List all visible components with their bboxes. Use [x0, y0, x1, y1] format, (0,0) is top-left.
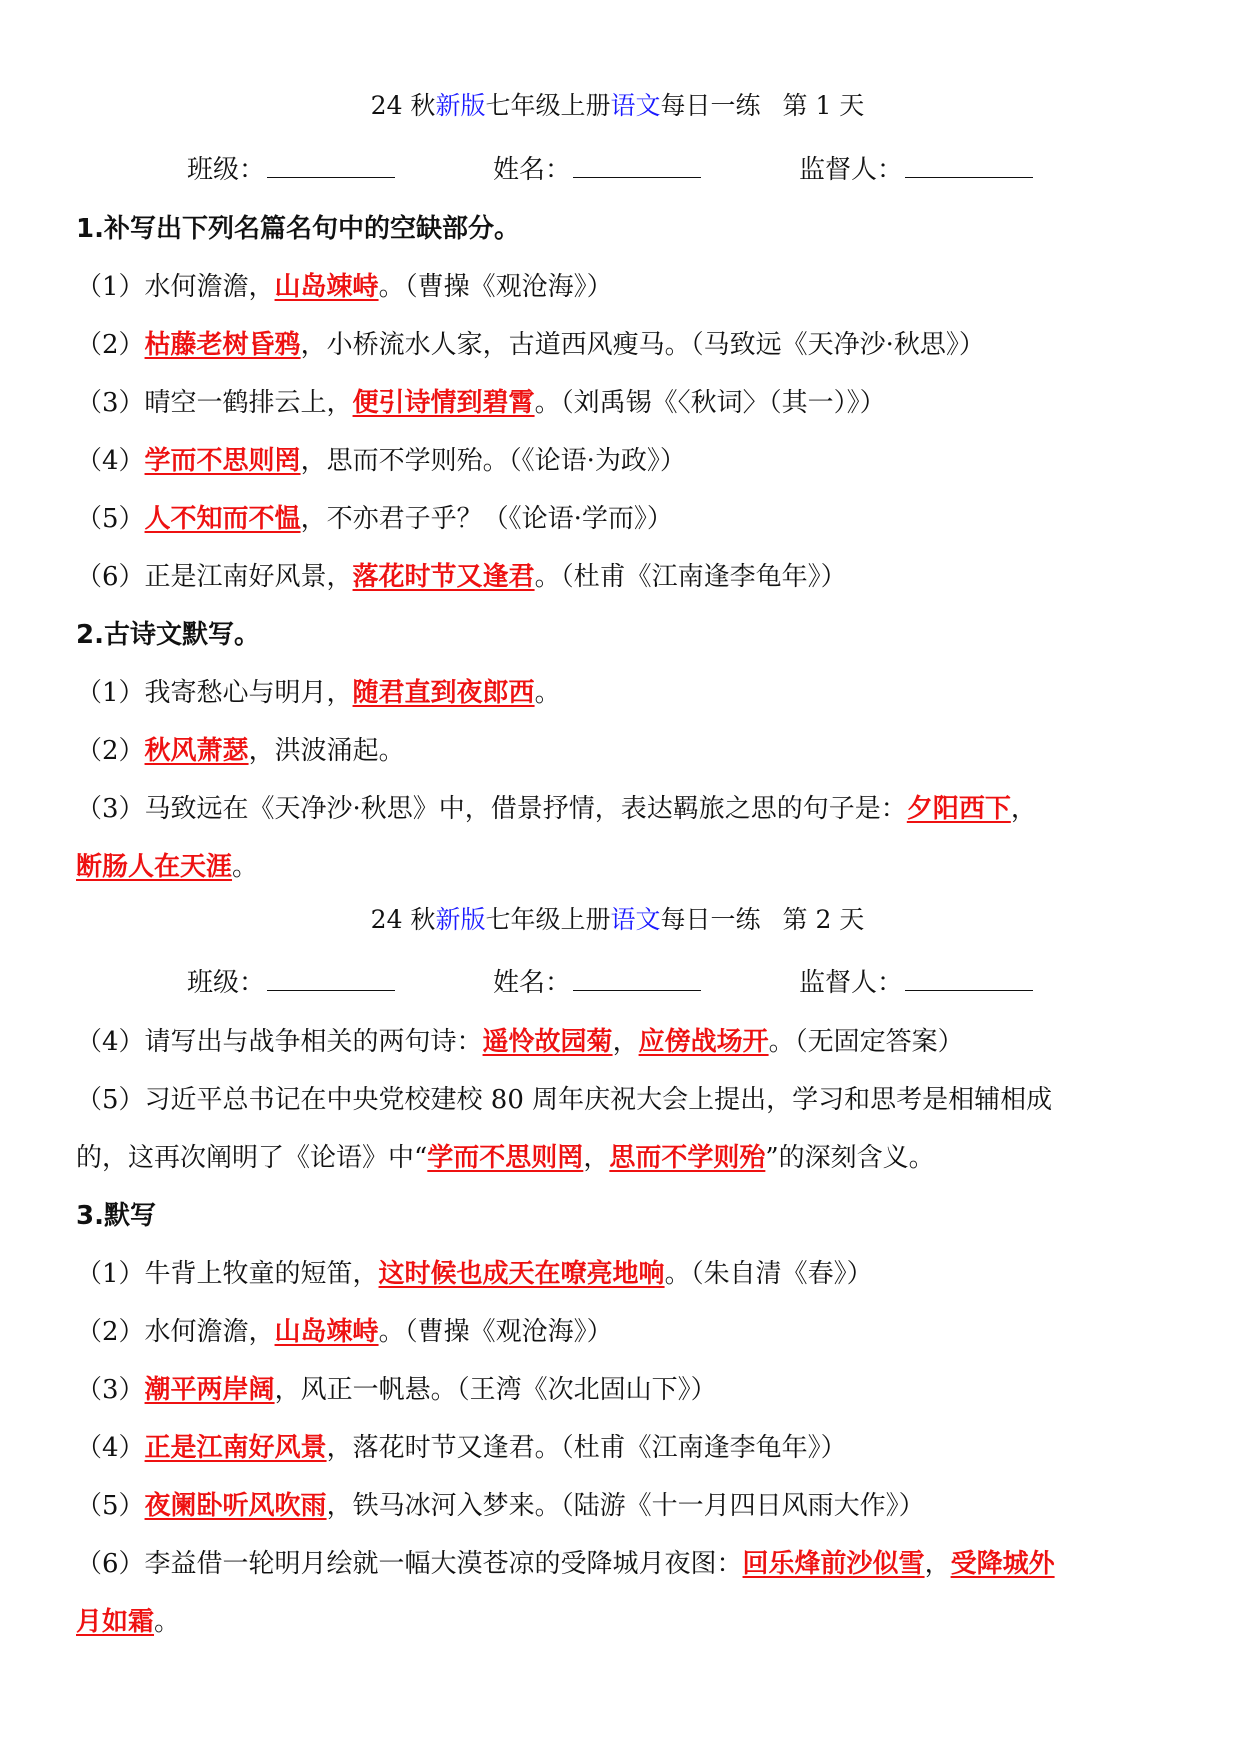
title-part-blue: 语文 — [610, 91, 661, 120]
answer-text: 月如霜 — [76, 1607, 155, 1637]
answer-text: 便引诗情到碧霄 — [352, 388, 535, 418]
answer-text: 应傍战场开 — [638, 1027, 769, 1057]
title-part: 每日一练 — [660, 905, 761, 934]
question-item-continued: 断肠人在天涯。 — [76, 852, 259, 882]
answer-text: 人不知而不愠 — [144, 504, 301, 534]
question-item-continued: 的，这再次阐明了《论语》中“学而不思则罔，思而不学则殆”的深刻含义。 — [76, 1143, 935, 1173]
answer-text: 思而不学则殆 — [609, 1143, 766, 1173]
answer-text: 夕阳西下 — [906, 794, 1011, 824]
question-item-continued: 月如霜。 — [76, 1607, 181, 1637]
answer-text: 随君直到夜郎西 — [352, 678, 535, 708]
question-item: （1）我寄愁心与明月，随君直到夜郎西。 — [76, 678, 561, 708]
question-item: （2）枯藤老树昏鸦，小桥流水人家，古道西风瘦马。（马致远《天净沙·秋思》） — [76, 330, 985, 360]
title-part: 24 秋 — [370, 905, 436, 934]
question-item: （3）马致远在《天净沙·秋思》中，借景抒情，表达羁旅之思的句子是：夕阳西下， — [76, 794, 1037, 824]
class-field[interactable]: 班级： — [187, 966, 395, 1000]
question-item: （6）李益借一轮明月绘就一幅大漠苍凉的受降城月夜图：回乐烽前沙似雪，受降城外 — [76, 1549, 1055, 1579]
answer-text: 断肠人在天涯 — [76, 852, 233, 882]
question-item: （4）请写出与战争相关的两句诗：遥怜故园菊，应傍战场开。（无固定答案） — [76, 1027, 964, 1057]
supervisor-field[interactable]: 监督人： — [799, 966, 1033, 1000]
supervisor-field[interactable]: 监督人： — [799, 153, 1033, 187]
question-item: （4）正是江南好风景，落花时节又逢君。（杜甫《江南逢李龟年》） — [76, 1433, 847, 1463]
question-item: （6）正是江南好风景，落花时节又逢君。（杜甫《江南逢李龟年》） — [76, 562, 847, 592]
title-part: 24 秋 — [370, 91, 436, 120]
title-day: 第 1 天 — [782, 91, 865, 120]
answer-text: 山岛竦峙 — [274, 272, 379, 302]
title-part-blue: 语文 — [610, 905, 661, 934]
answer-text: 正是江南好风景 — [144, 1433, 327, 1463]
answer-text: 受降城外 — [950, 1549, 1055, 1579]
title-day: 第 2 天 — [782, 905, 865, 934]
question-item: （1）水何澹澹，山岛竦峙。（曹操《观沧海》） — [76, 272, 613, 302]
answer-text: 学而不思则罔 — [144, 446, 301, 476]
question-item: （3）潮平两岸阔，风正一帆悬。（王湾《次北固山下》） — [76, 1375, 717, 1405]
question-item: （5）习近平总书记在中央党校建校 80 周年庆祝大会上提出，学习和思考是相辅相成 — [76, 1085, 1053, 1115]
answer-text: 落花时节又逢君 — [352, 562, 535, 592]
answer-text: 夜阑卧听风吹雨 — [144, 1491, 327, 1521]
question-item: （5）人不知而不愠，不亦君子乎？（《论语·学而》） — [76, 504, 673, 534]
name-field[interactable]: 姓名： — [493, 966, 701, 1000]
answer-text: 秋风萧瑟 — [144, 736, 249, 766]
name-field[interactable]: 姓名： — [493, 153, 701, 187]
answer-text: 学而不思则罔 — [427, 1143, 584, 1173]
section2-heading: 2.古诗文默写。 — [76, 620, 260, 650]
title-part: 每日一练 — [660, 91, 761, 120]
answer-text: 这时候也成天在嘹亮地响 — [378, 1259, 665, 1289]
question-item: （1）牛背上牧童的短笛，这时候也成天在嘹亮地响。（朱自清《春》） — [76, 1259, 873, 1289]
title-part-blue: 新版 — [435, 905, 486, 934]
question-item: （5）夜阑卧听风吹雨，铁马冰河入梦来。（陆游《十一月四日风雨大作》） — [76, 1491, 925, 1521]
question-item: （4）学而不思则罔，思而不学则殆。（《论语·为政》） — [76, 446, 686, 476]
answer-text: 枯藤老树昏鸦 — [144, 330, 301, 360]
answer-text: 回乐烽前沙似雪 — [742, 1549, 925, 1579]
day2-title — [0, 892, 1235, 948]
class-field[interactable]: 班级： — [187, 153, 395, 187]
question-item: （3）晴空一鹤排云上，便引诗情到碧霄。（刘禹锡《〈秋词〉（其一）》） — [76, 388, 886, 418]
answer-text: 遥怜故园菊 — [482, 1027, 613, 1057]
section1-heading: 1.补写出下列名篇名句中的空缺部分。 — [76, 214, 520, 244]
question-item: （2）秋风萧瑟，洪波涌起。 — [76, 736, 405, 766]
answer-text: 山岛竦峙 — [274, 1317, 379, 1347]
answer-text: 潮平两岸阔 — [144, 1375, 275, 1405]
title-part-blue: 新版 — [435, 91, 486, 120]
question-item: （2）水何澹澹，山岛竦峙。（曹操《观沧海》） — [76, 1317, 613, 1347]
section3-heading: 3.默写 — [76, 1201, 156, 1231]
title-part: 七年级上册 — [485, 905, 611, 934]
title-part: 七年级上册 — [485, 91, 611, 120]
day1-title — [0, 78, 1235, 134]
